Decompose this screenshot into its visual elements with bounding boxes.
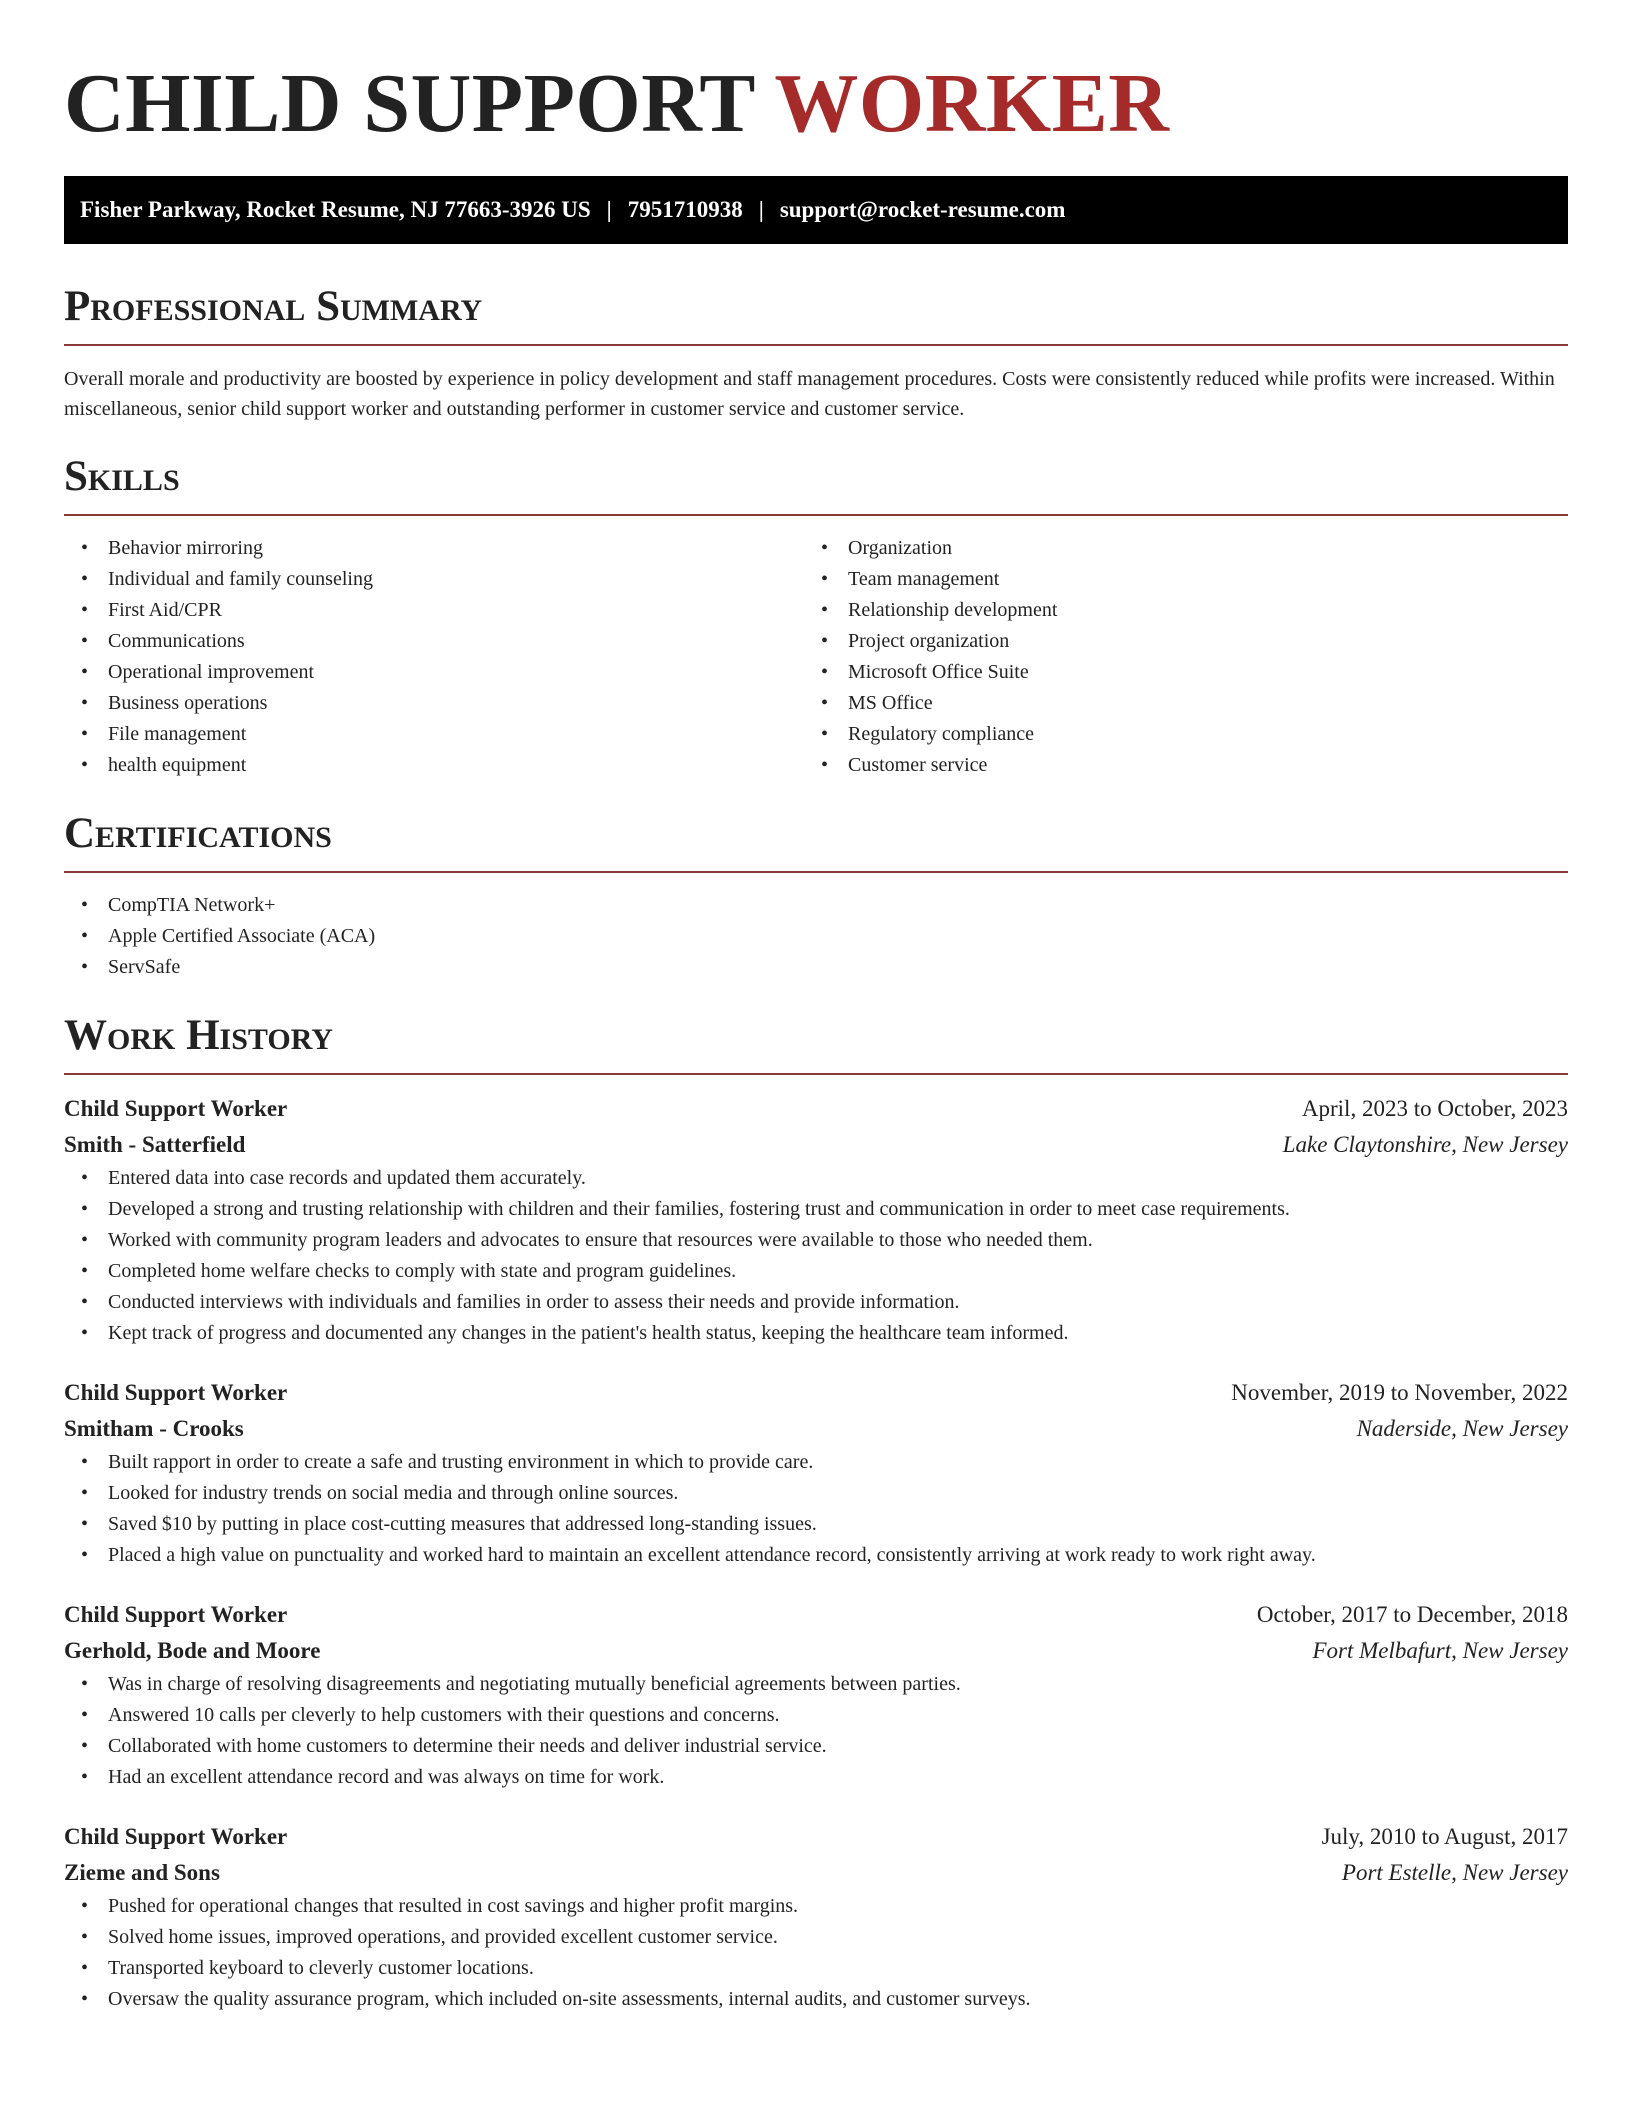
section-divider <box>64 344 1568 346</box>
job-duty-item: • Developed a strong and trusting relationship with children and their families, fostering trust and communication in order to meet case requirements. <box>64 1194 1568 1225</box>
job-duties-list <box>64 1447 1568 1571</box>
job-entry <box>64 1091 1568 1349</box>
certification-item: • ServSafe <box>64 952 1568 983</box>
name-accent: WORKER <box>774 57 1170 150</box>
contact-separator: | <box>606 197 612 222</box>
job-entry <box>64 1375 1568 1571</box>
job-duty-item: • Conducted interviews with individuals and families in order to assess their needs and provide information. <box>64 1287 1568 1318</box>
skill-item: • Behavior mirroring <box>64 533 804 564</box>
job-company: Zieme and Sons <box>64 1860 220 1885</box>
job-entry <box>64 1597 1568 1793</box>
job-title: Child Support Worker <box>64 1096 288 1121</box>
skill-item: • File management <box>64 719 804 750</box>
contact-address: Fisher Parkway, Rocket Resume, NJ 77663-3926 US <box>80 197 591 222</box>
resume-page <box>64 0 1568 2015</box>
skill-item: • Communications <box>64 626 804 657</box>
job-duty-item: • Was in charge of resolving disagreements and negotiating mutually beneficial agreements between parties. <box>64 1669 1568 1700</box>
certifications-list <box>64 890 1568 983</box>
summary-section <box>64 282 1568 424</box>
skill-item: • Business operations <box>64 688 804 719</box>
job-location: Port Estelle, New Jersey <box>1341 1860 1568 1885</box>
job-duty-item: • Worked with community program leaders and advocates to ensure that resources were available to those who needed them. <box>64 1225 1568 1256</box>
job-location: Naderside, New Jersey <box>1356 1416 1568 1441</box>
skills-list-right <box>804 533 1544 781</box>
job-duty-item: • Completed home welfare checks to comply with state and program guidelines. <box>64 1256 1568 1287</box>
job-company-row <box>64 1411 1568 1447</box>
contact-bar <box>64 176 1568 244</box>
job-company-row <box>64 1633 1568 1669</box>
skills-title: Skills <box>64 453 180 500</box>
job-duties-list <box>64 1163 1568 1349</box>
skill-item: • Organization <box>804 533 1544 564</box>
job-duty-item: • Had an excellent attendance record and was always on time for work. <box>64 1762 1568 1793</box>
skills-grid <box>64 533 1568 781</box>
work-history-title: Work History <box>64 1012 333 1059</box>
skill-item: • Operational improvement <box>64 657 804 688</box>
job-title: Child Support Worker <box>64 1602 288 1627</box>
job-dates: November, 2019 to November, 2022 <box>1231 1380 1568 1405</box>
skill-item: • Microsoft Office Suite <box>804 657 1544 688</box>
job-duty-item: • Pushed for operational changes that resulted in cost savings and higher profit margins. <box>64 1891 1568 1922</box>
job-duty-item: • Answered 10 calls per cleverly to help customers with their questions and concerns. <box>64 1700 1568 1731</box>
job-dates: April, 2023 to October, 2023 <box>1301 1096 1568 1121</box>
skill-item: • MS Office <box>804 688 1544 719</box>
job-title: Child Support Worker <box>64 1824 288 1849</box>
certifications-section <box>64 809 1568 983</box>
jobs-list <box>64 1091 1568 2015</box>
skills-section <box>64 452 1568 781</box>
job-duty-item: • Entered data into case records and updated them accurately. <box>64 1163 1568 1194</box>
job-duty-item: • Looked for industry trends on social media and through online sources. <box>64 1478 1568 1509</box>
job-header-row <box>64 1091 1568 1127</box>
skills-list-left <box>64 533 804 781</box>
section-divider <box>64 871 1568 873</box>
skill-item: • Team management <box>804 564 1544 595</box>
work-history-section <box>64 1011 1568 2015</box>
job-company-row <box>64 1855 1568 1891</box>
skill-item: • Project organization <box>804 626 1544 657</box>
skill-item: • health equipment <box>64 750 804 781</box>
job-duties-list <box>64 1669 1568 1793</box>
job-duty-item: • Solved home issues, improved operations, and provided excellent customer service. <box>64 1922 1568 1953</box>
job-duty-item: • Saved $10 by putting in place cost-cutting measures that addressed long-standing issues. <box>64 1509 1568 1540</box>
resume-name <box>64 0 1568 150</box>
skill-item: • Relationship development <box>804 595 1544 626</box>
job-header-row <box>64 1597 1568 1633</box>
job-header-row <box>64 1375 1568 1411</box>
summary-title: Professional Summary <box>64 283 483 330</box>
job-duties-list <box>64 1891 1568 2015</box>
certification-item: • Apple Certified Associate (ACA) <box>64 921 1568 952</box>
job-duty-item: • Built rapport in order to create a safe and trusting environment in which to provide care. <box>64 1447 1568 1478</box>
certification-item: • CompTIA Network+ <box>64 890 1568 921</box>
contact-email: support@rocket-resume.com <box>779 197 1066 222</box>
job-entry <box>64 1819 1568 2015</box>
section-divider <box>64 1073 1568 1075</box>
job-dates: October, 2017 to December, 2018 <box>1256 1602 1568 1627</box>
job-location: Fort Melbafurt, New Jersey <box>1312 1638 1568 1663</box>
job-company: Smitham - Crooks <box>64 1416 244 1441</box>
skill-item: • First Aid/CPR <box>64 595 804 626</box>
job-company-row <box>64 1127 1568 1163</box>
skill-item: • Individual and family counseling <box>64 564 804 595</box>
job-duty-item: • Kept track of progress and documented any changes in the patient's health status, keeping the healthcare team informed. <box>64 1318 1568 1349</box>
contact-separator: | <box>758 197 764 222</box>
job-title: Child Support Worker <box>64 1380 288 1405</box>
job-company: Smith - Satterfield <box>64 1132 246 1157</box>
job-duty-item: • Collaborated with home customers to determine their needs and deliver industrial service. <box>64 1731 1568 1762</box>
summary-text: Overall morale and productivity are boosted by experience in policy development and staff management procedures. Costs were consistently reduced while profits were increased. Within miscellaneous, senior child support worker and outstanding performer in customer service and customer service. <box>64 368 1555 420</box>
job-duty-item: • Placed a high value on punctuality and worked hard to maintain an excellent attendance record, consistently arriving at work ready to work right away. <box>64 1540 1568 1571</box>
certifications-title: Certifications <box>64 810 332 857</box>
job-duty-item: • Transported keyboard to cleverly customer locations. <box>64 1953 1568 1984</box>
job-company: Gerhold, Bode and Moore <box>64 1638 321 1663</box>
skill-item: • Regulatory compliance <box>804 719 1544 750</box>
name-main: CHILD SUPPORT <box>64 57 755 150</box>
section-divider <box>64 514 1568 516</box>
job-header-row <box>64 1819 1568 1855</box>
job-duty-item: • Oversaw the quality assurance program, which included on-site assessments, internal audits, and customer surveys. <box>64 1984 1568 2015</box>
job-location: Lake Claytonshire, New Jersey <box>1282 1132 1568 1157</box>
contact-phone: 7951710938 <box>627 197 743 222</box>
skill-item: • Customer service <box>804 750 1544 781</box>
job-dates: July, 2010 to August, 2017 <box>1321 1824 1568 1849</box>
